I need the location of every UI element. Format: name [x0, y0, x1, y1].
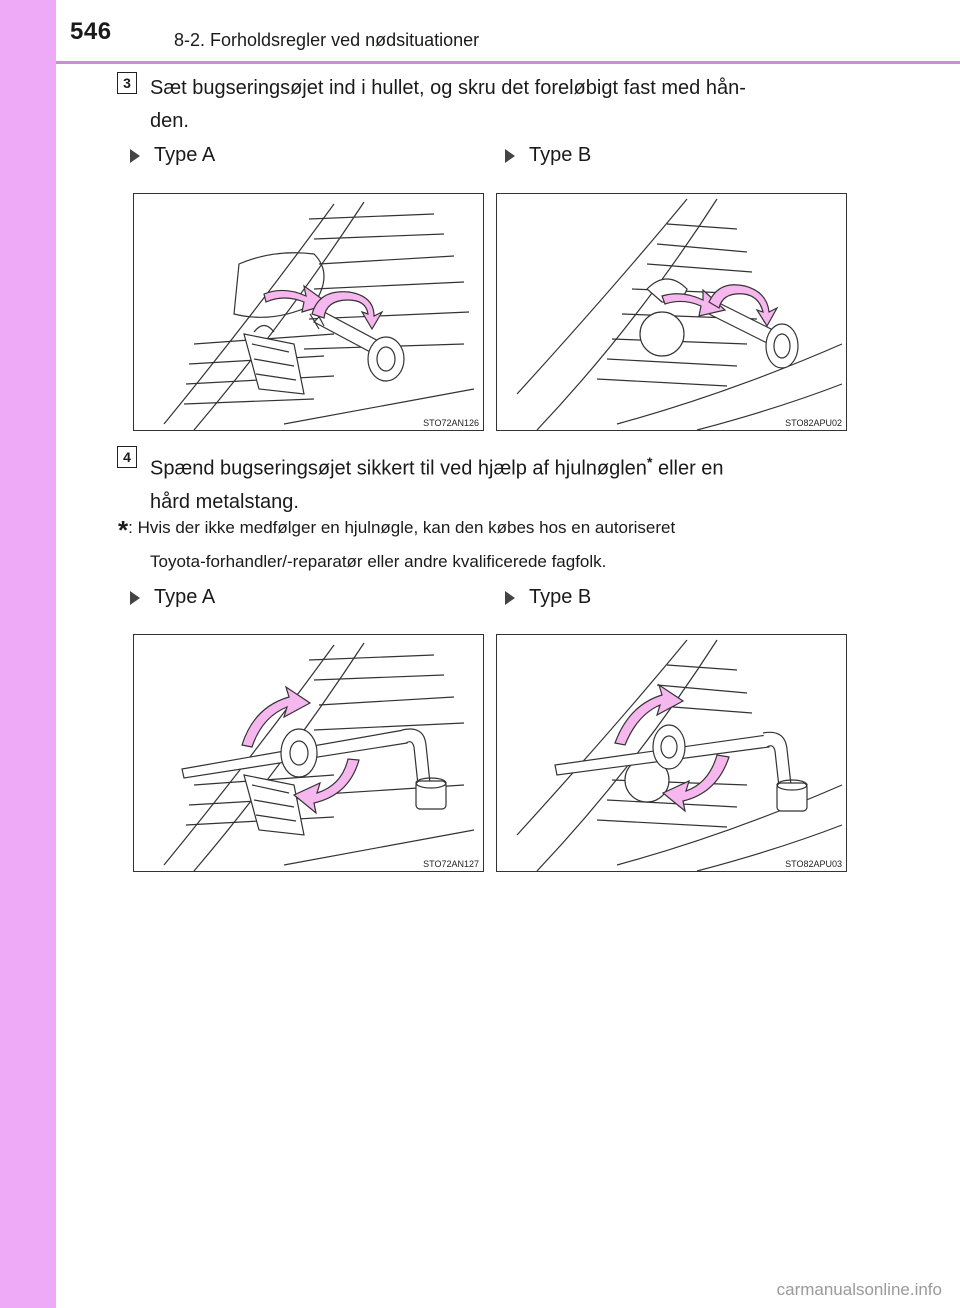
wrench-tighten-illustration-a — [134, 635, 484, 872]
watermark: carmanualsonline.info — [776, 1280, 942, 1299]
figure-code: STO72AN126 — [423, 418, 479, 428]
chapter-sidebar — [0, 0, 56, 1308]
tow-eye-insert-illustration-a — [134, 194, 484, 431]
figure-step-3-type-b — [496, 193, 847, 431]
step-4-type-b-label: Type B — [505, 586, 591, 609]
wrench-tighten-illustration-b — [497, 635, 847, 872]
step-3-type-b-label: Type B — [505, 144, 591, 167]
footnote — [118, 512, 840, 577]
step-number-3: 3 — [117, 72, 137, 94]
step-4-line-2: hård metalstang. — [150, 490, 299, 513]
step-4-line-1: Spænd bugseringsøjet sikkert til ved hjælp af hjulnøglen* eller en — [150, 454, 724, 480]
figure-step-4-type-a — [133, 634, 484, 872]
header-rule — [56, 61, 960, 64]
tow-eye-insert-illustration-b — [497, 194, 847, 431]
step-3-line-2: den. — [150, 110, 189, 132]
figure-code: STO82APU02 — [785, 418, 842, 428]
triangle-bullet-icon — [505, 591, 515, 605]
footnote-line-1: *: Hvis der ikke medfølger en hjulnøgle, kan den købes hos en autoriseret — [118, 515, 676, 545]
step-3-line-1: Sæt bugseringsøjet ind i hullet, og skru det foreløbigt fast med hån- — [150, 77, 746, 99]
page-number: 546 — [70, 18, 112, 45]
step-3-text — [150, 72, 840, 138]
triangle-bullet-icon — [130, 149, 140, 163]
step-4-type-a-label: Type A — [130, 586, 215, 609]
step-number-4: 4 — [117, 446, 137, 468]
figure-step-4-type-b — [496, 634, 847, 872]
footnote-marker: * — [646, 454, 653, 470]
step-4-text — [150, 446, 840, 519]
triangle-bullet-icon — [505, 149, 515, 163]
section-title: 8-2. Forholdsregler ved nødsituationer — [174, 30, 480, 50]
figure-code: STO82APU03 — [785, 859, 842, 869]
triangle-bullet-icon — [130, 591, 140, 605]
footnote-line-2: Toyota-forhandler/-reparatør eller andre kvalificerede fagfolk. — [150, 552, 607, 571]
step-3-type-a-label: Type A — [130, 144, 215, 167]
figure-step-3-type-a — [133, 193, 484, 431]
figure-code: STO72AN127 — [423, 859, 479, 869]
